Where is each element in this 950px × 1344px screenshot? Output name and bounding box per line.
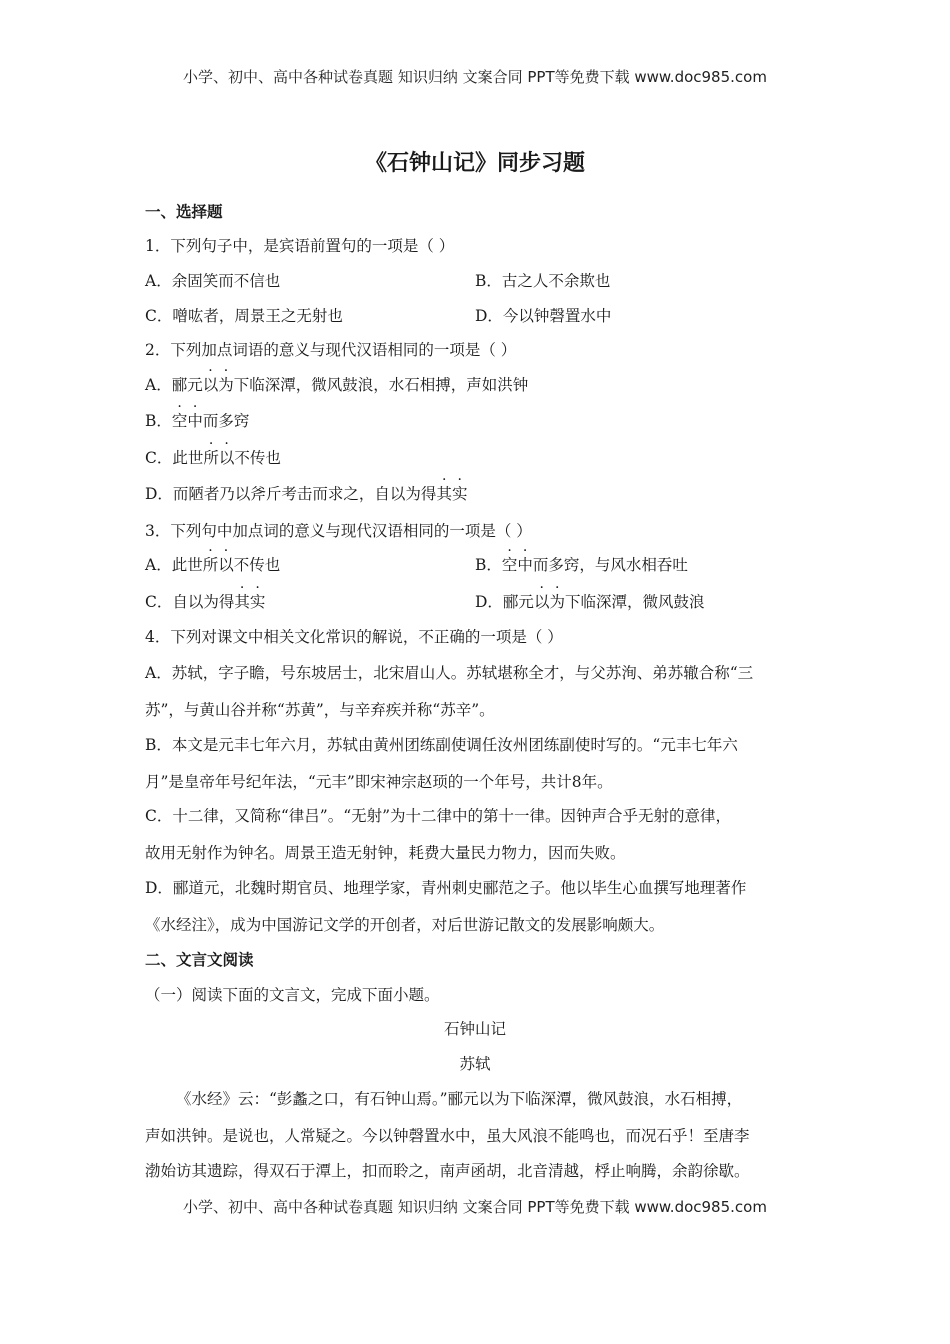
q4-option-c-line2: 故用无射作为钟名。周景王造无射钟，耗费大量民力物力，因而失败。 bbox=[145, 844, 626, 862]
emphasis-dot: 以 bbox=[218, 449, 235, 467]
q3-option-a: A．此世所以不传也 bbox=[145, 556, 281, 574]
q4-option-c-line1: C．十二律，又简称“律吕”。“无射”为十二律中的第十一律。因钟声合乎无射的意律， bbox=[145, 807, 732, 825]
emphasis-dot: 其 bbox=[436, 485, 452, 503]
passage-line-3: 渤始访其遗踪，得双石于潭上，扣而聆之，南声函胡，北音清越，桴止响腾，余韵徐歇。 bbox=[145, 1162, 750, 1180]
q1-option-a: A．余固笑而不信也 bbox=[145, 272, 281, 290]
page-footer: 小学、初中、高中各种试卷真题 知识归纳 文案合同 PPT等免费下载 www.doc985.com bbox=[183, 1198, 767, 1216]
q4-option-b-line2: 月”是皇帝年号纪年法，“元丰”即宋神宗赵顼的一个年号，共计8年。 bbox=[145, 773, 613, 791]
emphasis-dot: 所 bbox=[202, 556, 219, 574]
q2-option-d: D．而陋者乃以斧斤考击而求之，自以为得其实 bbox=[145, 485, 468, 503]
passage-line-1: 《水经》云：“彭蠡之口，有石钟山焉。”郦元以为下临深潭，微风鼓浪，水石相搏， bbox=[176, 1090, 743, 1108]
page-header: 小学、初中、高中各种试卷真题 知识归纳 文案合同 PPT等免费下载 www.doc985.com bbox=[183, 68, 767, 86]
emphasis-dot: 所 bbox=[203, 449, 219, 467]
emphasis-dot: 空 bbox=[501, 556, 518, 574]
q3-stem: 3．下列句中加点词的意义与现代汉语相同的一项是（ ） bbox=[145, 522, 532, 540]
emphasis-dot: 空 bbox=[171, 412, 188, 430]
q1-option-b: B．古之人不余欺也 bbox=[475, 272, 611, 290]
emphasis-dot: 实 bbox=[249, 593, 266, 611]
passage-line-2: 声如洪钟。是说也，人常疑之。今以钟磬置水中，虽大风浪不能鸣也，而况石乎！至唐李 bbox=[145, 1127, 750, 1145]
q3-option-c: C．自以为得其实 bbox=[145, 593, 266, 611]
q2-option-b: B．空中而多窍 bbox=[145, 412, 250, 430]
q4-option-d-line1: D．郦道元，北魏时期官员、地理学家，青州刺史郦范之子。他以毕生心血撰写地理著作 bbox=[145, 879, 747, 897]
q2-option-a: A．郦元以为下临深潭，微风鼓浪，水石相搏，声如洪钟 bbox=[145, 376, 529, 394]
passage-author: 苏轼 bbox=[459, 1055, 491, 1073]
emphasis-dot: 中 bbox=[187, 412, 203, 430]
emphasis-dot: 为 bbox=[549, 593, 565, 611]
page-title: 《石钟山记》同步习题 bbox=[364, 151, 585, 176]
q4-option-d-line2: 《水经注》，成为中国游记文学的开创者，对后世游记散文的发展影响颇大。 bbox=[145, 916, 665, 934]
q3-option-b: B．空中而多窍，与风水相吞吐 bbox=[475, 556, 688, 574]
q4-option-a-line1: A．苏轼，字子瞻，号东坡居士，北宋眉山人。苏轼堪称全才，与父苏洵、弟苏辙合称“三 bbox=[145, 664, 754, 682]
emphasis-dot: 为 bbox=[218, 376, 234, 394]
emphasis-dot: 实 bbox=[451, 485, 468, 503]
section-heading-reading: 二、文言文阅读 bbox=[145, 951, 254, 969]
emphasis-dot: 中 bbox=[517, 556, 533, 574]
section-heading-choice: 一、选择题 bbox=[145, 203, 223, 221]
passage-title: 石钟山记 bbox=[443, 1020, 506, 1038]
q1-option-d: D．今以钟磬置水中 bbox=[475, 307, 612, 325]
emphasis-dot: 以 bbox=[533, 593, 550, 611]
q2-stem: 2．下列加点词语的意义与现代汉语相同的一项是（ ） bbox=[145, 341, 517, 359]
reading-intro: （一）阅读下面的文言文，完成下面小题。 bbox=[145, 986, 440, 1004]
emphasis-dot: 以 bbox=[202, 376, 219, 394]
q1-stem: 1．下列句子中，是宾语前置句的一项是（ ） bbox=[145, 237, 455, 255]
emphasis-dot: 其 bbox=[234, 593, 250, 611]
q2-option-c: C．此世所以不传也 bbox=[145, 449, 281, 467]
q3-option-d: D．郦元以为下临深潭，微风鼓浪 bbox=[475, 593, 705, 611]
q4-option-a-line2: 苏”，与黄山谷并称“苏黄”，与辛弃疾并称“苏辛”。 bbox=[145, 701, 495, 719]
emphasis-dot: 以 bbox=[218, 556, 234, 574]
q4-stem: 4．下列对课文中相关文化常识的解说，不正确的一项是（ ） bbox=[145, 628, 563, 646]
q1-option-c: C．噌吰者，周景王之无射也 bbox=[145, 307, 343, 325]
q4-option-b-line1: B．本文是元丰七年六月，苏轼由黄州团练副使调任汝州团练副使时写的。“元丰七年六 bbox=[145, 736, 738, 754]
